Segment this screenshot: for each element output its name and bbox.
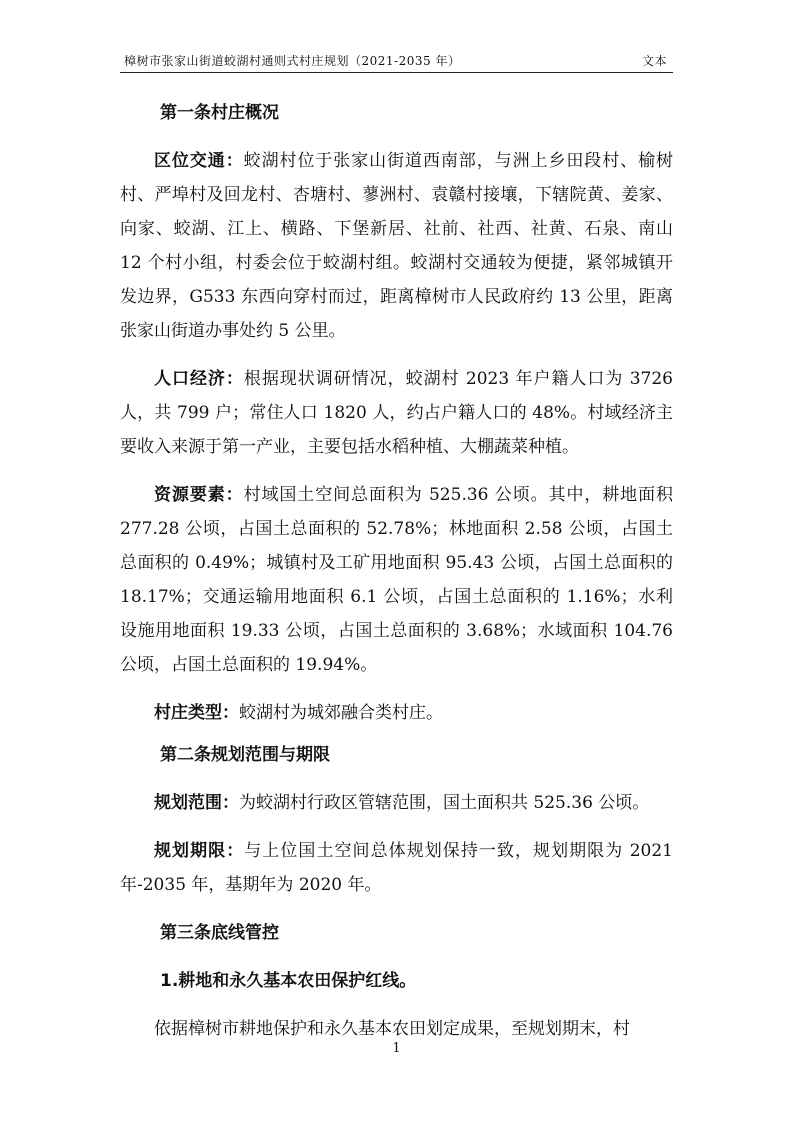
scope-label: 规划范围： [154,793,239,813]
header-title: 樟树市张家山街道蛟湖村通则式村庄规划（2021-2035 年） [124,54,461,68]
resource-paragraph [120,478,673,682]
village-type-text: 蛟湖村为城郊融合类村庄。 [239,703,443,723]
location-paragraph [120,144,673,348]
page-number: 1 [392,1041,401,1056]
article-2-title: 第二条规划范围与期限 [160,745,330,765]
population-text: 根据现状调研情况，蛟湖村 2023 年户籍人口为 3726 人，共 799 户；常住人口 1820 人，约占户籍人口的 48%。村域经济主要收入来源于第一产业，主要包括水稻种植、大棚蔬菜种植。 [120,369,673,457]
subsection-1-title: 1.耕地和永久基本农田保护红线。 [160,971,417,991]
scope-text: 为蛟湖村行政区管辖范围，国土面积共 525.36 公顷。 [239,793,650,813]
article-1-title: 第一条村庄概况 [160,103,279,123]
subsection-1-text: 依据樟树市耕地保护和永久基本农田划定成果，至规划期末，村 [154,1019,630,1039]
population-label: 人口经济： [154,369,244,389]
population-paragraph [120,362,673,464]
village-type-label: 村庄类型： [154,703,239,723]
period-label: 规划期限： [154,841,245,861]
article-3-title: 第三条底线管控 [160,923,279,943]
period-paragraph [120,834,673,902]
scope-paragraph [120,786,673,820]
location-label: 区位交通： [154,151,244,171]
location-text: 蛟湖村位于张家山街道西南部，与洲上乡田段村、榆树村、严埠村及回龙村、杏塘村、蓼洲村、袁赣村接壤，下辖院黄、姜家、向家、蛟湖、江上、横路、下堡新居、社前、社西、社黄、石泉、南山 12 个村小组，村委会位于蛟湖村组。蛟湖村交通较为便捷，紧邻城镇开发边界，G533 东西向穿村而过，距离樟树市人民政府约 13 公里，距离张家山街道办事处约 5 公里。 [120,151,674,341]
resource-text: 村域国土空间总面积为 525.36 公顷。其中，耕地面积 277.28 公顷，占国土总面积的 52.78%；林地面积 2.58 公顷，占国土总面积的 0.49%；城镇村及工矿用地面积 95.43 公顷，占国土总面积的 18.17%；交通运输用地面积 6.1 公顷，占国土总面积的 1.16%；水利设施用地面积 19.33 公顷，占国土总面积的 3.68%；水域面积 104.76 公顷，占国土总面积的 19.94%。 [120,485,673,675]
village-type-paragraph [120,696,673,730]
resource-label: 资源要素： [154,485,244,505]
period-text: 与上位国土空间总体规划保持一致，规划期限为 2021 年-2035 年，基期年为 2020 年。 [120,841,673,895]
header-tag: 文本 [641,54,667,68]
page-header [120,50,673,73]
document-body [120,96,673,1046]
